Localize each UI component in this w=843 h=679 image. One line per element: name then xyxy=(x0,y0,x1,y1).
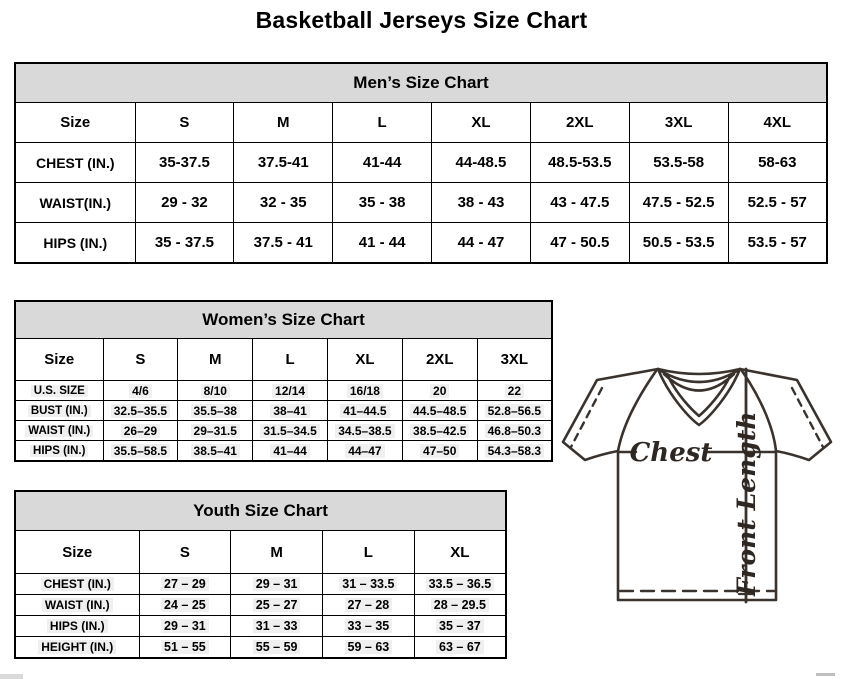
womens-value-cell-text: 26–29 xyxy=(121,424,160,438)
womens-value-cell xyxy=(253,421,328,441)
mens-data-row xyxy=(15,183,827,223)
mens-value-cell: 37.5-41 xyxy=(234,143,333,183)
youth-value-cell-text: 51 – 55 xyxy=(161,640,209,654)
mens-value-cell: 41 - 44 xyxy=(333,223,432,264)
mens-value-cell: 52.5 - 57 xyxy=(728,183,827,223)
youth-value-cell xyxy=(139,637,231,659)
womens-value-cell-text: 47–50 xyxy=(420,444,459,458)
youth-value-cell-text: 63 – 67 xyxy=(436,640,484,654)
youth-value-cell-text: 24 – 25 xyxy=(161,598,209,612)
mens-value-cell: 44 - 47 xyxy=(432,223,531,264)
womens-value-cell-text: 4/6 xyxy=(129,384,152,398)
youth-row-label-text: WAIST (IN.) xyxy=(42,598,113,612)
womens-value-cell-text: 31.5–34.5 xyxy=(260,424,319,438)
mens-col-header-l: L xyxy=(333,103,432,143)
mens-value-cell: 35 - 38 xyxy=(333,183,432,223)
youth-row-label xyxy=(15,595,139,616)
womens-value-cell-text: 52.8–56.5 xyxy=(485,404,544,418)
youth-value-cell xyxy=(139,616,231,637)
youth-value-cell-text: 33.5 – 36.5 xyxy=(426,577,495,591)
youth-value-cell-text: 31 – 33.5 xyxy=(339,577,397,591)
youth-value-cell xyxy=(414,616,506,637)
mens-row-label: CHEST (IN.) xyxy=(15,143,135,183)
womens-value-cell-text: 44.5–48.5 xyxy=(410,404,469,418)
mens-col-header-3xl: 3XL xyxy=(629,103,728,143)
mens-value-cell: 43 - 47.5 xyxy=(530,183,629,223)
womens-value-cell-text: 38–41 xyxy=(270,404,309,418)
womens-value-cell xyxy=(103,441,178,462)
womens-value-cell xyxy=(477,381,552,401)
youth-value-cell xyxy=(323,637,415,659)
jersey-measurement-diagram xyxy=(556,362,838,630)
youth-value-cell-text: 27 – 28 xyxy=(345,598,393,612)
mens-col-header-xl: XL xyxy=(432,103,531,143)
bottom-right-ui-fragment xyxy=(816,673,835,676)
womens-data-row xyxy=(15,441,552,462)
youth-value-cell xyxy=(323,595,415,616)
womens-value-cell-text: 44–47 xyxy=(345,444,384,458)
mens-value-cell: 47 - 50.5 xyxy=(530,223,629,264)
mens-value-cell: 37.5 - 41 xyxy=(234,223,333,264)
youth-value-cell-text: 33 – 35 xyxy=(345,619,393,633)
youth-value-cell-text: 31 – 33 xyxy=(253,619,301,633)
womens-row-label-text: HIPS (IN.) xyxy=(30,445,88,457)
mens-value-cell: 53.5 - 57 xyxy=(728,223,827,264)
womens-table-title: Women’s Size Chart xyxy=(15,301,552,339)
youth-value-cell-text: 25 – 27 xyxy=(253,598,301,612)
mens-value-cell: 53.5-58 xyxy=(629,143,728,183)
womens-value-cell-text: 41–44 xyxy=(270,444,309,458)
mens-col-header-size: Size xyxy=(15,103,135,143)
mens-data-row xyxy=(15,223,827,264)
mens-value-cell: 35-37.5 xyxy=(135,143,234,183)
youth-value-cell xyxy=(231,616,323,637)
womens-value-cell xyxy=(103,401,178,421)
womens-value-cell xyxy=(253,401,328,421)
youth-data-row xyxy=(15,637,506,659)
chest-label: Chest xyxy=(629,438,713,468)
womens-value-cell-text: 46.8–50.3 xyxy=(485,424,544,438)
womens-value-cell-text: 41–44.5 xyxy=(340,404,389,418)
youth-value-cell-text: 28 – 29.5 xyxy=(431,598,489,612)
womens-value-cell-text: 20 xyxy=(430,384,449,398)
mens-value-cell: 38 - 43 xyxy=(432,183,531,223)
mens-table-title: Men’s Size Chart xyxy=(15,63,827,103)
youth-value-cell xyxy=(414,595,506,616)
womens-col-header-xl: XL xyxy=(327,339,402,381)
womens-row-label xyxy=(15,421,103,441)
youth-data-row xyxy=(15,616,506,637)
page-title: Basketball Jerseys Size Chart xyxy=(255,7,588,33)
mens-value-cell: 35 - 37.5 xyxy=(135,223,234,264)
youth-row-label-text: CHEST (IN.) xyxy=(41,577,114,591)
mens-value-cell: 41-44 xyxy=(333,143,432,183)
womens-value-cell-text: 35.5–58.5 xyxy=(111,444,170,458)
youth-row-label xyxy=(15,616,139,637)
youth-row-label xyxy=(15,574,139,595)
womens-value-cell xyxy=(327,401,402,421)
womens-value-cell xyxy=(402,401,477,421)
womens-value-cell xyxy=(253,381,328,401)
youth-data-row xyxy=(15,595,506,616)
womens-value-cell xyxy=(103,381,178,401)
womens-value-cell-text: 22 xyxy=(505,384,524,398)
womens-value-cell-text: 8/10 xyxy=(201,384,230,398)
youth-table-title: Youth Size Chart xyxy=(15,491,506,531)
mens-value-cell: 50.5 - 53.5 xyxy=(629,223,728,264)
mens-row-label: WAIST(IN.) xyxy=(15,183,135,223)
bottom-left-ui-fragment xyxy=(0,674,23,679)
womens-col-header-size: Size xyxy=(15,339,103,381)
womens-row-label xyxy=(15,401,103,421)
youth-value-cell xyxy=(231,595,323,616)
youth-value-cell xyxy=(414,637,506,659)
womens-value-cell-text: 38.5–41 xyxy=(191,444,240,458)
womens-value-cell xyxy=(327,421,402,441)
mens-value-cell: 58-63 xyxy=(728,143,827,183)
womens-value-cell xyxy=(402,441,477,462)
youth-value-cell-text: 35 – 37 xyxy=(436,619,484,633)
youth-value-cell-text: 59 – 63 xyxy=(345,640,393,654)
womens-value-cell xyxy=(327,381,402,401)
womens-value-cell xyxy=(477,421,552,441)
womens-value-cell-text: 54.3–58.3 xyxy=(485,444,544,458)
womens-value-cell xyxy=(402,381,477,401)
mens-row-label: HIPS (IN.) xyxy=(15,223,135,264)
womens-col-header-3xl: 3XL xyxy=(477,339,552,381)
womens-value-cell xyxy=(178,441,253,462)
youth-value-cell xyxy=(414,574,506,595)
womens-value-cell-text: 34.5–38.5 xyxy=(335,424,394,438)
womens-value-cell xyxy=(103,421,178,441)
mens-value-cell: 44-48.5 xyxy=(432,143,531,183)
youth-col-header-m: M xyxy=(231,531,323,574)
youth-row-label xyxy=(15,637,139,659)
youth-value-cell xyxy=(231,574,323,595)
mens-col-header-m: M xyxy=(234,103,333,143)
youth-row-label-text: HEIGHT (IN.) xyxy=(38,640,116,654)
womens-col-header-2xl: 2XL xyxy=(402,339,477,381)
mens-data-row xyxy=(15,143,827,183)
youth-value-cell xyxy=(323,616,415,637)
womens-value-cell xyxy=(327,441,402,462)
youth-value-cell xyxy=(139,595,231,616)
womens-size-table xyxy=(14,300,553,462)
mens-col-header-2xl: 2XL xyxy=(530,103,629,143)
youth-value-cell-text: 27 – 29 xyxy=(161,577,209,591)
womens-data-row xyxy=(15,401,552,421)
jersey-diagram-svg xyxy=(556,362,838,630)
womens-col-header-s: S xyxy=(103,339,178,381)
youth-col-header-xl: XL xyxy=(414,531,506,574)
youth-value-cell-text: 55 – 59 xyxy=(253,640,301,654)
womens-value-cell-text: 29–31.5 xyxy=(191,424,240,438)
womens-value-cell xyxy=(178,381,253,401)
youth-col-header-l: L xyxy=(323,531,415,574)
youth-row-label-text: HIPS (IN.) xyxy=(47,619,108,633)
womens-row-label-text: WAIST (IN.) xyxy=(25,425,93,437)
youth-col-header-s: S xyxy=(139,531,231,574)
womens-value-cell-text: 32.5–35.5 xyxy=(111,404,170,418)
womens-value-cell xyxy=(178,421,253,441)
mens-value-cell: 32 - 35 xyxy=(234,183,333,223)
mens-col-header-4xl: 4XL xyxy=(728,103,827,143)
womens-value-cell xyxy=(253,441,328,462)
youth-col-header-size: Size xyxy=(15,531,139,574)
youth-value-cell-text: 29 – 31 xyxy=(253,577,301,591)
womens-value-cell-text: 16/18 xyxy=(347,384,383,398)
youth-value-cell xyxy=(139,574,231,595)
jersey-body-outline xyxy=(563,369,831,600)
mens-col-header-s: S xyxy=(135,103,234,143)
womens-value-cell-text: 12/14 xyxy=(272,384,308,398)
youth-value-cell xyxy=(323,574,415,595)
mens-value-cell: 48.5-53.5 xyxy=(530,143,629,183)
youth-data-row xyxy=(15,574,506,595)
womens-value-cell-text: 38.5–42.5 xyxy=(410,424,469,438)
womens-value-cell xyxy=(178,401,253,421)
youth-size-table xyxy=(14,490,507,659)
womens-row-label-text: U.S. SIZE xyxy=(31,385,88,397)
mens-size-table xyxy=(14,62,828,264)
youth-value-cell-text: 29 – 31 xyxy=(161,619,209,633)
youth-value-cell xyxy=(231,637,323,659)
womens-row-label xyxy=(15,381,103,401)
womens-value-cell-text: 35.5–38 xyxy=(191,404,240,418)
womens-data-row xyxy=(15,421,552,441)
womens-value-cell xyxy=(402,421,477,441)
womens-value-cell xyxy=(477,401,552,421)
collar-outline xyxy=(658,369,740,425)
mens-value-cell: 47.5 - 52.5 xyxy=(629,183,728,223)
womens-row-label xyxy=(15,441,103,462)
womens-row-label-text: BUST (IN.) xyxy=(28,405,91,417)
womens-data-row xyxy=(15,381,552,401)
front-length-label: Front Length xyxy=(732,411,761,596)
mens-value-cell: 29 - 32 xyxy=(135,183,234,223)
womens-value-cell xyxy=(477,441,552,462)
womens-col-header-l: L xyxy=(253,339,328,381)
womens-col-header-m: M xyxy=(178,339,253,381)
